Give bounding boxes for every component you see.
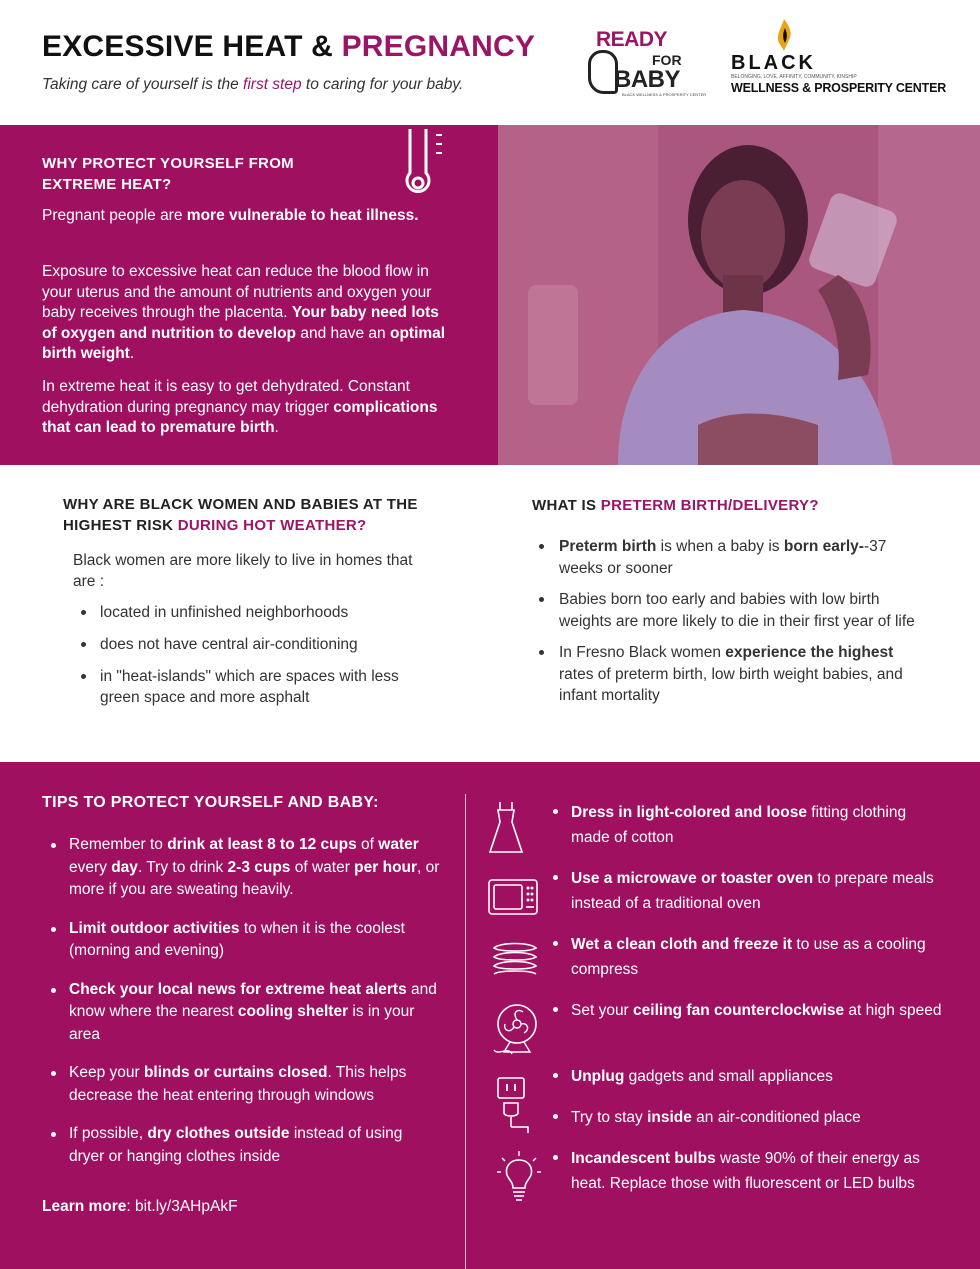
list-item: Try to stay inside an air-conditioned place <box>544 1105 944 1130</box>
why-protect-section <box>0 125 498 465</box>
towels-icon <box>490 940 540 978</box>
tips-right-list-3 <box>544 932 944 982</box>
subtitle-text-end: to caring for your baby. <box>301 76 464 93</box>
list-item: In Fresno Black women experience the highest rates of preterm birth, low birth weight babies, and infant mortality <box>532 642 917 707</box>
learn-more-link[interactable]: : bit.ly/3AHpAkF <box>126 1198 238 1215</box>
list-item: Dress in light-colored and loose fitting clothing made of cotton <box>544 800 944 850</box>
subtitle-highlight: first step <box>243 76 302 93</box>
tips-left-list <box>42 834 442 1184</box>
tips-right-list-7 <box>544 1146 944 1196</box>
black-women-risk-section <box>63 494 463 719</box>
photo-illustration <box>498 125 980 465</box>
page-subtitle <box>42 76 463 94</box>
list-item: Use a microwave or toaster oven to prepare meals instead of a traditional oven <box>544 866 944 916</box>
title-part-2: PREGNANCY <box>341 30 536 63</box>
tips-heading: TIPS TO PROTECT YOURSELF AND BABY: <box>42 794 379 811</box>
ready-for-baby-logo <box>586 28 707 100</box>
bwpc-center: WELLNESS & PROSPERITY CENTER <box>731 81 947 95</box>
tips-right-list-2 <box>544 866 944 916</box>
bwpc-logo <box>725 18 947 104</box>
learn-more[interactable] <box>42 1198 238 1216</box>
list-item: Wet a clean cloth and freeze it to use as a cooling compress <box>544 932 944 982</box>
preterm-heading: WHAT IS PRETERM BIRTH/DELIVERY? <box>532 497 819 514</box>
lightbulb-icon <box>496 1150 542 1208</box>
tips-right-list-4 <box>544 998 944 1023</box>
list-item: Unplug gadgets and small appliances <box>544 1064 944 1089</box>
logo-for: FOR <box>652 52 682 68</box>
list-item: does not have central air-conditioning <box>73 634 423 655</box>
risk-list <box>73 602 463 708</box>
bwpc-tagline: BELONGING, LOVE, AFFINITY, COMMUNITY, KINSHIP <box>731 74 857 80</box>
list-item: Babies born too early and babies with low birth weights are more likely to die in their first year of life <box>532 589 917 632</box>
list-item: Keep your blinds or curtains closed. This helps decrease the heat entering through windows <box>42 1062 442 1107</box>
tips-right-list-6 <box>544 1105 944 1130</box>
pregnant-woman-drinking-water-photo <box>498 125 980 465</box>
list-item: Set your ceiling fan counterclockwise at high speed <box>544 998 944 1023</box>
bwpc-name: BLACK <box>731 52 816 74</box>
black-women-heading: WHY ARE BLACK WOMEN AND BABIES AT THE HIGHEST RISK DURING HOT WEATHER? <box>63 496 418 534</box>
title-part-1: EXCESSIVE HEAT & <box>42 30 342 63</box>
logo-ready: READY <box>596 28 668 51</box>
why-protect-heading: WHY PROTECT YOURSELF FROM EXTREME HEAT? <box>42 155 294 193</box>
list-item: Limit outdoor activities to when it is the coolest (morning and evening) <box>42 918 442 963</box>
microwave-icon <box>488 879 538 915</box>
why-paragraph-3: In extreme heat it is easy to get dehydrated. Constant dehydration during pregnancy may trigger complications that can lead to premature birth. <box>42 378 438 436</box>
list-item: located in unfinished neighborhoods <box>73 602 423 623</box>
why-paragraph-2: Exposure to excessive heat can reduce the blood flow in your uterus and the amount of nutrients and oxygen your baby receives through the placenta. Your baby need lots of oxygen and nutrition to develop and have an optimal birth weight. <box>42 263 446 362</box>
list-item: Incandescent bulbs waste 90% of their energy as heat. Replace those with fluorescent or LED bulbs <box>544 1146 944 1196</box>
subtitle-text: Taking care of yourself is the <box>42 76 244 93</box>
preterm-section <box>532 495 932 717</box>
list-item: If possible, dry clothes outside instead of using dryer or hanging clothes inside <box>42 1123 442 1168</box>
learn-more-label: Learn more <box>42 1198 127 1215</box>
list-item: in "heat-islands" which are spaces with less green space and more asphalt <box>73 666 423 708</box>
black-women-intro: Black women are more likely to live in homes that are : <box>73 552 413 590</box>
thermometer-icon <box>396 129 448 201</box>
preterm-list <box>532 536 932 707</box>
dress-icon <box>488 800 524 856</box>
tips-right-list-5 <box>544 1064 944 1089</box>
header <box>0 0 980 125</box>
flame-icon <box>773 18 795 52</box>
fan-icon <box>490 1002 540 1058</box>
tips-divider <box>465 794 466 1269</box>
list-item: Preterm birth is when a baby is born early--37 weeks or sooner <box>532 536 917 579</box>
tips-section <box>0 762 980 1269</box>
logo-baby: BABY <box>614 66 681 93</box>
page-title <box>42 30 535 64</box>
logo-sub: BLACK WELLNESS & PROSPERITY CENTER <box>622 92 707 97</box>
list-item: Check your local news for extreme heat alerts and know where the nearest cooling shelter is in your area <box>42 979 442 1047</box>
tips-right-list-1 <box>544 800 944 850</box>
list-item: Remember to drink at least 8 to 12 cups of water every day. Try to drink 2-3 cups of water per hour, or more if you are sweating heavily. <box>42 834 442 902</box>
plug-icon <box>494 1077 534 1135</box>
why-paragraph-1: Pregnant people are more vulnerable to heat illness. <box>42 207 419 224</box>
